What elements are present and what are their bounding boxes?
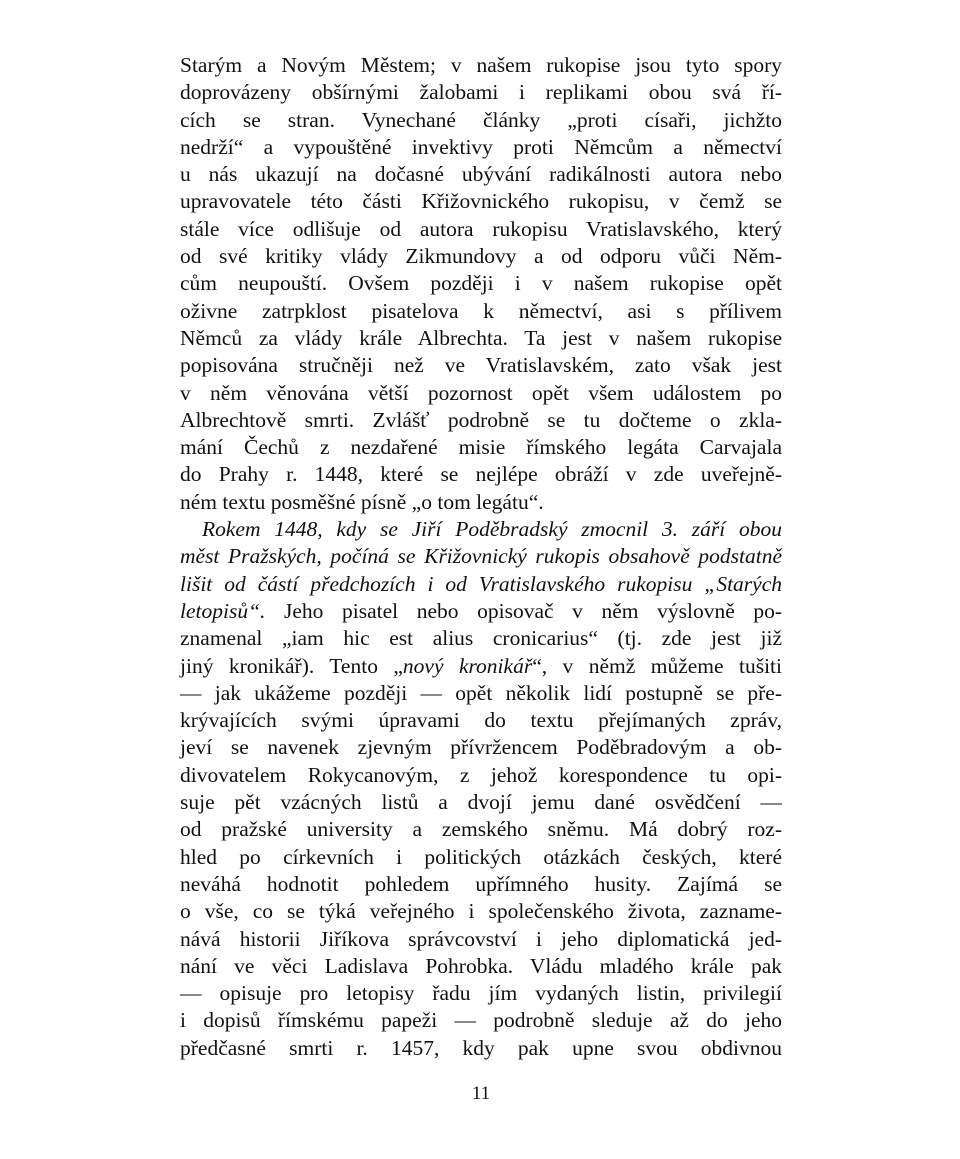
text-line: Albrechtově smrti. Zvlášť podrobně se tu dočteme o zkla- — [180, 407, 782, 432]
text-line: krývajících svými úpravami do textu přejímaných zpráv, — [180, 708, 782, 733]
italic-phrase: nový kronikář — [402, 653, 533, 678]
text-line: doprovázeny obšírnými žalobami i replikami obou svá ří- — [180, 80, 782, 105]
text-line: u nás ukazují na dočasné ubývání radikálnosti autora nebo — [180, 162, 782, 187]
text-line: upravovatele této části Křižovnického rukopisu, v čemž se — [180, 189, 782, 214]
mixed-text-line — [180, 598, 782, 625]
text-line: mání Čechů z nezdařené misie římského legáta Carvajala — [180, 435, 782, 460]
text-line: — jak ukážeme později — opět několik lidí postupně se pře- — [180, 680, 782, 705]
book-page-text — [180, 52, 782, 1062]
text-line: i dopisů římskému papeži — podrobně sleduje až do jeho — [180, 1008, 782, 1033]
text-line: hled po církevních i politických otázkách českých, které — [180, 844, 782, 869]
paragraph-end-line: ném textu posměšné písně „o tom legátu“. — [180, 489, 544, 514]
text-line: oživne zatrpklost pisatelova k němectví, asi s přílivem — [180, 298, 782, 323]
text-line: od pražské university a zemského sněmu. Má dobrý roz- — [180, 817, 782, 842]
text-line: v něm věnována větší pozornost opět všem událostem po — [180, 380, 782, 405]
text-line: jeví se navenek zjevným přívržencem Poděbradovým a ob- — [180, 735, 782, 760]
text-line: cům neupouští. Ovšem později i v našem rukopise opět — [180, 271, 782, 296]
page-number: 11 — [471, 1083, 491, 1104]
italic-text-line: měst Pražských, počíná se Křižovnický rukopis obsahově podstatně — [180, 544, 782, 569]
text-fragment: “, v němž můžeme tušiti — [532, 653, 782, 678]
text-line: — opisuje pro letopisy řadu jím vydaných listin, privilegií — [180, 981, 782, 1006]
text-line: Starým a Novým Městem; v našem rukopise jsou tyto spory — [180, 53, 782, 77]
text-line: divovatelem Rokycanovým, z jehož korespondence tu opi- — [180, 762, 782, 787]
text-fragment: Jeho pisatel nebo opisovač v něm výslovně po- — [265, 598, 782, 623]
mixed-text-line — [180, 653, 782, 680]
italic-text-line: lišit od částí předchozích i od Vratislavského rukopisu „Starých — [180, 571, 782, 596]
text-line: předčasné smrti r. 1457, kdy pak upne svou obdivnou — [180, 1035, 782, 1060]
text-line: cích se stran. Vynechané články „proti císaři, jichžto — [180, 107, 782, 132]
text-line: Němců za vlády krále Albrechta. Ta jest v našem rukopise — [180, 325, 782, 350]
text-line: od své kritiky vlády Zikmundovy a od odporu vůči Něm- — [180, 244, 782, 269]
text-line: znamenal „iam hic est alius cronicarius“ (tj. zde jest již — [180, 626, 782, 651]
italic-phrase: letopisů“. — [180, 598, 266, 623]
text-line: nává historii Jiříkova správcovství i jeho diplomatická jed- — [180, 926, 782, 951]
text-line: popisována stručněji než ve Vratislavském, zato však jest — [180, 353, 782, 378]
italic-text-line: Rokem 1448, kdy se Jiří Poděbradský zmocnil 3. září obou — [202, 517, 782, 542]
text-line: nedrží“ a vypouštěné invektivy proti Němcům a němectví — [180, 134, 782, 159]
text-line: do Prahy r. 1448, které se nejlépe obráží v zde uveřejně- — [180, 462, 782, 487]
text-fragment: jiný kronikář). Tento „ — [180, 653, 403, 678]
text-line: o vše, co se týká veřejného i společenského života, zazname- — [180, 899, 782, 924]
text-line: neváhá hodnotit pohledem upřímného husity. Zajímá se — [180, 871, 782, 896]
text-line: stále více odlišuje od autora rukopisu Vratislavského, který — [180, 216, 782, 241]
text-line: nání ve věci Ladislava Pohrobka. Vládu mladého krále pak — [180, 953, 782, 978]
text-line: suje pět vzácných listů a dvojí jemu dané osvědčení — — [180, 790, 782, 815]
